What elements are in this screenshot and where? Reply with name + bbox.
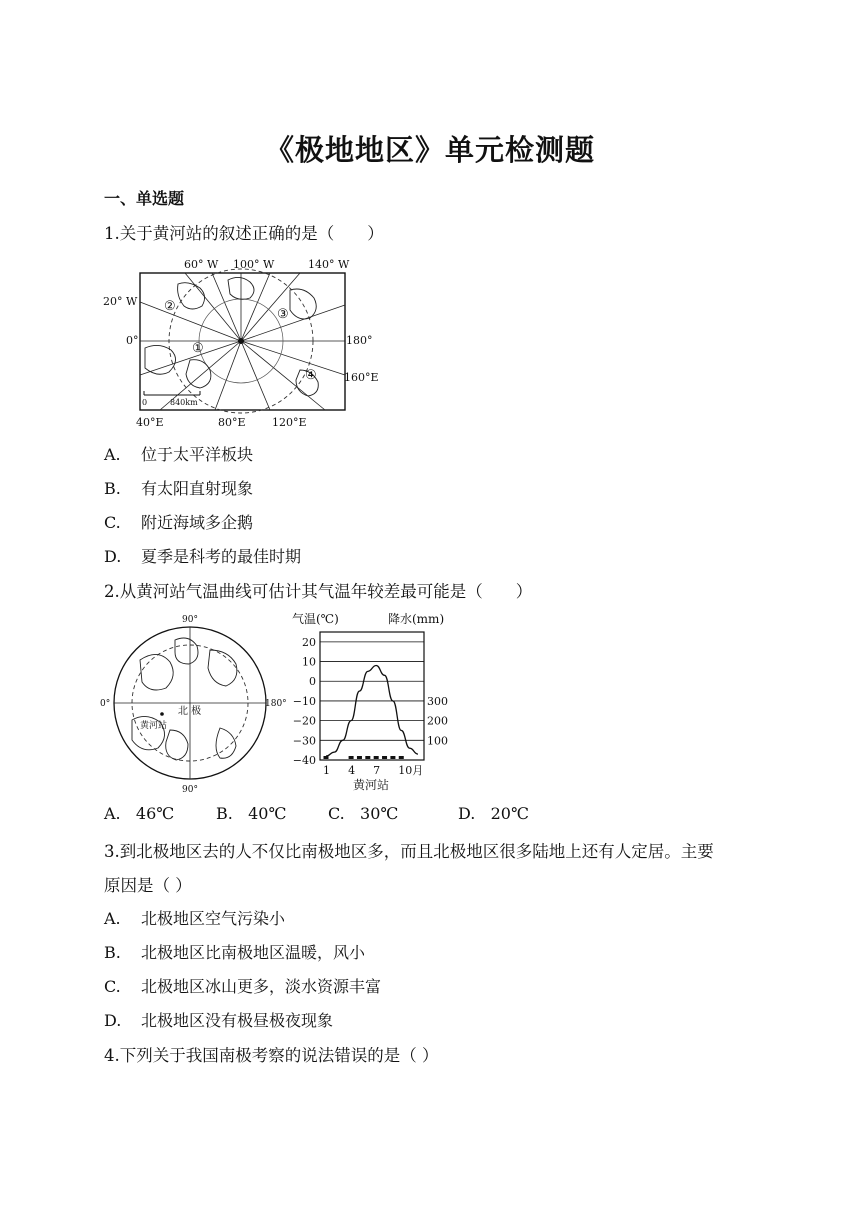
map-label-160e: 160°E [344, 371, 379, 384]
map-label-180: 180° [346, 334, 373, 347]
question-1-stem: 1.关于黄河站的叙述正确的是（ ） [104, 224, 384, 243]
y-tick-label: 0 [309, 675, 316, 689]
question-3-stem-line1: 3.到北极地区去的人不仅比南极地区多，而且北极地区很多陆地上还有人定居。主要 [104, 842, 714, 861]
question-3-stem-line2: 原因是（ ） [104, 876, 192, 895]
scale-label: 840km [170, 398, 198, 407]
question-4-stem: 4.下列关于我国南极考察的说法错误的是（ ） [104, 1046, 439, 1065]
map-label-0: 0° [126, 334, 139, 347]
q2-option-d[interactable]: D. 20℃ [458, 804, 529, 823]
q2-option-c[interactable]: C. 30℃ [328, 804, 399, 823]
y-tick-label: 20 [302, 635, 316, 649]
precipitation-bar [374, 756, 379, 759]
q3-option-a[interactable]: A. 北极地区空气污染小 [104, 909, 286, 928]
precipitation-axis-label: 降水(mm) [388, 612, 445, 626]
x-tick-label: 1 [323, 764, 330, 777]
map-label-140w: 140° W [308, 258, 350, 271]
x-tick-label: 4 [348, 764, 356, 777]
section-heading: 一、单选题 [104, 189, 185, 208]
huanghe-station-label: 黄河站 [140, 721, 168, 731]
q1-option-d[interactable]: D. 夏季是科考的最佳时期 [104, 547, 302, 566]
q2-option-a[interactable]: A. 46℃ [104, 804, 175, 823]
x-tick-label: 10月 [398, 764, 424, 777]
circle-map-label-bottom: 90° [182, 785, 198, 795]
precipitation-bar [382, 756, 387, 759]
map-label-80e: 80°E [218, 416, 246, 429]
map-label-100w: 100° W [233, 258, 275, 271]
question-2-stem: 2.从黄河站气温曲线可估计其气温年较差最可能是（ ） [104, 582, 533, 601]
precipitation-bar [349, 756, 354, 759]
q3-option-d[interactable]: D. 北极地区没有极昼极夜现象 [104, 1011, 334, 1030]
north-pole-label: 北 极 [178, 706, 202, 717]
q3-option-b[interactable]: B. 北极地区比南极地区温暖，风小 [104, 943, 366, 962]
map-label-120e: 120°E [272, 416, 307, 429]
region-marker-3: ③ [277, 307, 289, 322]
y-tick-label: −10 [292, 694, 316, 708]
precipitation-bar [399, 756, 404, 759]
precipitation-bar [365, 756, 370, 759]
map-label-40e: 40°E [136, 416, 164, 429]
q3-option-c[interactable]: C. 北极地区冰山更多，淡水资源丰富 [104, 977, 382, 996]
arctic-circle-map [100, 610, 287, 795]
map-label-20w: 20° W [103, 295, 138, 308]
scale-zero-label: 0 [142, 398, 148, 407]
region-marker-1: ① [192, 341, 204, 356]
climate-chart [280, 606, 452, 796]
q2-option-b[interactable]: B. 40℃ [216, 804, 287, 823]
map-label-60w: 60° W [184, 258, 219, 271]
y2-tick-label: 300 [427, 694, 448, 708]
temperature-curve [326, 665, 418, 756]
y-tick-label: −30 [292, 734, 316, 748]
circle-map-label-top: 90° [182, 615, 198, 625]
document-title: 《极地地区》单元检测题 [264, 133, 595, 167]
arctic-polar-map [100, 250, 390, 430]
y-tick-label: 10 [302, 655, 316, 669]
x-tick-label: 7 [373, 764, 381, 777]
chart-station-caption: 黄河站 [353, 778, 390, 792]
q1-option-c[interactable]: C. 附近海域多企鹅 [104, 513, 254, 532]
y-tick-label: −40 [292, 754, 316, 767]
temperature-axis-label: 气温(℃) [292, 612, 339, 626]
y2-tick-label: 100 [427, 734, 448, 748]
q1-option-b[interactable]: B. 有太阳直射现象 [104, 479, 254, 498]
region-marker-4: ④ [305, 368, 317, 383]
region-marker-2: ② [164, 299, 176, 314]
circle-map-label-right: 180° [265, 699, 287, 709]
y-tick-label: −20 [292, 714, 316, 728]
y2-tick-label: 200 [427, 714, 448, 728]
precipitation-bar [357, 756, 362, 759]
q1-option-a[interactable]: A. 位于太平洋板块 [104, 445, 254, 464]
precipitation-bar [390, 756, 395, 759]
circle-map-label-left: 0° [100, 699, 111, 709]
